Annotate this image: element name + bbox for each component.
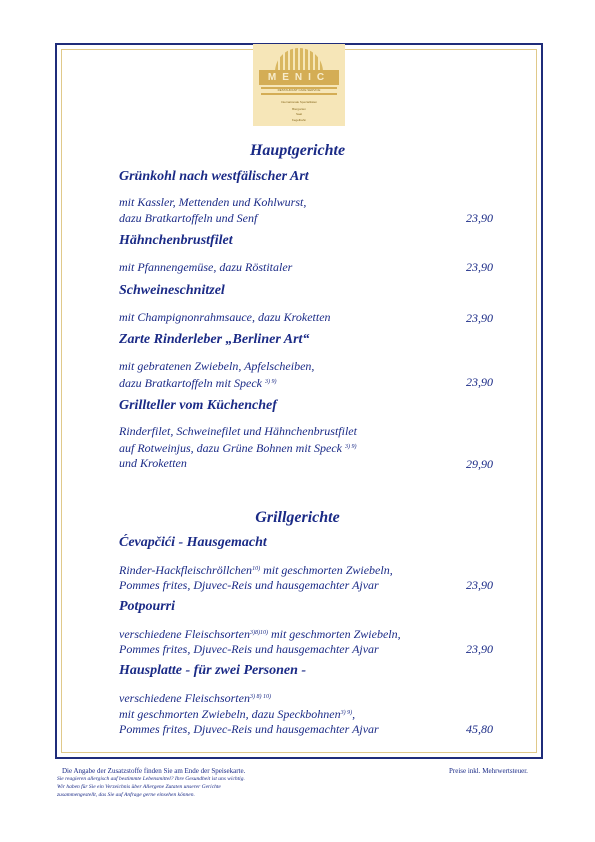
dish-description: Pommes frites, Djuvec-Reis und hausgemachter Ajvar — [119, 642, 379, 656]
dish-description: und Kroketten — [119, 456, 187, 470]
dish-description — [119, 689, 271, 706]
dish-name: Ćevapčići - Hausgemacht — [119, 535, 267, 550]
dish-description-text: , — [352, 707, 356, 721]
section-title-grillgerichte: Grillgerichte — [255, 509, 340, 526]
dish-name: Zarte Rinderleber „Berliner Art“ — [119, 332, 310, 347]
dish-price: 45,80 — [466, 722, 493, 736]
dish-description-text: mit geschmorten Zwiebeln, — [260, 563, 393, 577]
additive-note: 3) 9) — [344, 444, 357, 450]
dish-name: Potpourri — [119, 599, 176, 614]
dish-name: Hausplatte - für zwei Personen - — [119, 663, 307, 678]
additive-note: 3) 9) — [340, 710, 353, 716]
dish-description: Pommes frites, Djuvec-Reis und hausgemachter Ajvar — [119, 722, 379, 736]
dish-description: dazu Bratkartoffeln und Senf — [119, 211, 258, 225]
allergy-note: Wir haben für Sie ein Verzeichnis über Allergene Zutaten unserer Gerichte — [57, 784, 221, 790]
dish-price: 23,90 — [466, 375, 493, 389]
dish-price: 23,90 — [466, 311, 493, 325]
dish-description-text: Rinder-Hackfleischröllchen — [119, 563, 253, 577]
logo-tagline: RESTAURANT CAFE SERVICE — [277, 88, 321, 92]
logo-sub: Internationale Spezialitäten — [280, 100, 318, 104]
dish-description — [119, 561, 393, 578]
dish-description: mit gebratenen Zwiebeln, Apfelscheiben, — [119, 359, 315, 373]
dish-description-text: mit geschmorten Zwiebeln, dazu Speckbohnen — [119, 707, 341, 721]
logo-divider — [261, 93, 337, 95]
allergy-note: Sie reagieren allergisch auf bestimmte Lebensmittel? Ihre Gesundheit ist uns wichtig. — [57, 776, 245, 782]
dish-price: 29,90 — [466, 457, 493, 471]
dish-description — [119, 705, 355, 722]
dish-description: Pommes frites, Djuvec-Reis und hausgemachter Ajvar — [119, 578, 379, 592]
dish-name: Grillteller vom Küchenchef — [119, 398, 277, 413]
dish-price: 23,90 — [466, 578, 493, 592]
dish-price: 23,90 — [466, 260, 493, 274]
logo-sub: Kegelbahn — [291, 118, 307, 122]
dish-description: mit Pfannengemüse, dazu Röstitaler — [119, 260, 293, 274]
logo-arc-icon — [275, 48, 323, 72]
vat-note: Preise inkl. Mehrwertsteuer. — [449, 767, 528, 775]
logo-sub: Saal — [295, 112, 302, 116]
dish-price: 23,90 — [466, 642, 493, 656]
additive-note: 3) 9) — [264, 379, 277, 385]
dish-description-text: verschiedene Fleischsorten — [119, 627, 250, 641]
additive-note: 10) — [252, 566, 261, 572]
section-title-hauptgerichte: Hauptgerichte — [249, 142, 346, 159]
restaurant-logo — [253, 44, 345, 126]
allergy-note: zusammengestellt, das Sie auf Anfrage gerne einsehen können. — [57, 792, 195, 798]
additive-note: 3) 8) 10) — [249, 694, 271, 700]
dish-description — [119, 374, 276, 391]
dish-description-text: dazu Bratkartoffeln mit Speck — [119, 376, 262, 390]
additive-note: 3)8)10) — [249, 630, 268, 636]
dish-name: Hähnchenbrustfilet — [119, 233, 233, 248]
dish-name: Grünkohl nach westfälischer Art — [119, 169, 309, 184]
dish-description — [119, 439, 356, 456]
dish-description: mit Champignonrahmsauce, dazu Kroketten — [119, 310, 331, 324]
dish-description-text: mit geschmorten Zwiebeln, — [267, 627, 401, 641]
dish-description: mit Kassler, Mettenden und Kohlwurst, — [119, 195, 307, 209]
dish-description-text: verschiedene Fleischsorten — [119, 691, 250, 705]
dish-description-text: auf Rotweinjus, dazu Grüne Bohnen mit Speck — [119, 441, 342, 455]
dish-description: Rinderfilet, Schweinefilet und Hähnchenbrustfilet — [119, 424, 357, 438]
logo-sub: Biergarten — [292, 107, 306, 111]
logo-name: MENIC — [259, 70, 339, 85]
dish-name: Schweineschnitzel — [119, 283, 225, 298]
dish-description — [119, 625, 401, 642]
additives-note: Die Angabe der Zusatzstoffe finden Sie am Ende der Speisekarte. — [62, 767, 246, 775]
dish-price: 23,90 — [466, 211, 493, 225]
